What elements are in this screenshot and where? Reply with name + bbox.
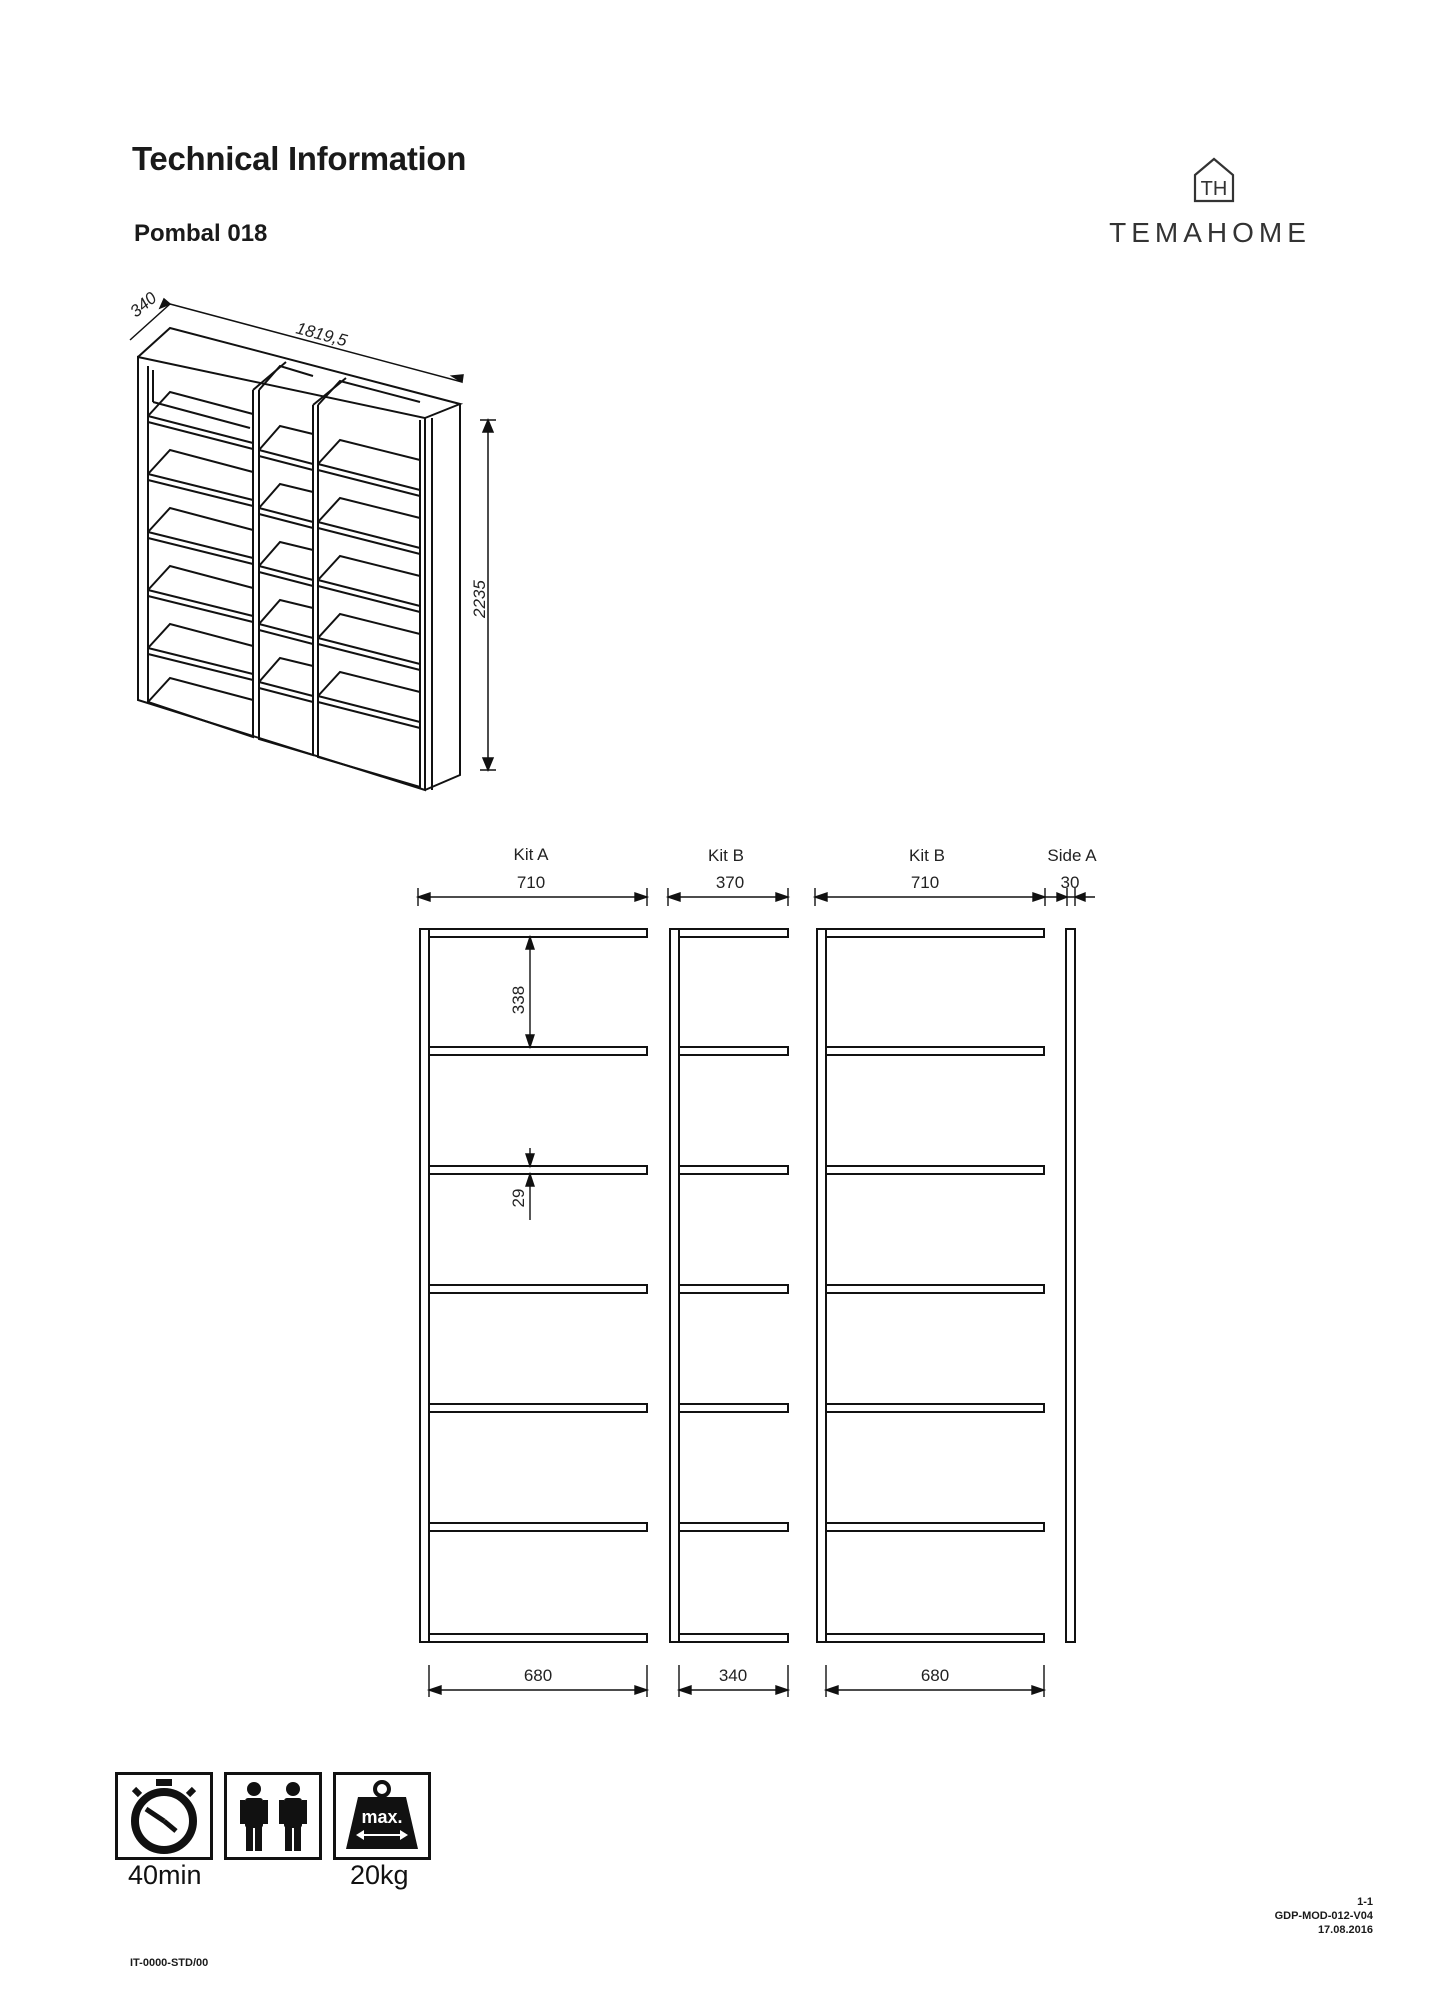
kit-label-b1: Kit B	[708, 846, 744, 865]
iso-depth-dim: 340	[126, 288, 161, 322]
kit-a-bottom-width: 680	[523, 1666, 553, 1685]
doc-code: IT-0000-STD/00	[130, 1957, 209, 1969]
kit-label-b2: Kit B	[909, 846, 945, 865]
kit-b2-top-width: 710	[910, 873, 940, 892]
side-a-drawing	[1066, 929, 1075, 1642]
kit-b1-bottom-width: 340	[718, 1666, 748, 1685]
stopwatch-icon	[118, 1775, 210, 1857]
kit-label-a: Kit A	[513, 845, 549, 864]
iso-width-dim: 1819,5	[293, 318, 350, 351]
shelf-spacing-dim	[526, 937, 534, 1220]
kit-b-wide-drawing	[817, 929, 1044, 1642]
kit-b1-top-width: 370	[715, 873, 745, 892]
side-a-width: 30	[1060, 873, 1080, 892]
iso-height-dim: 2235	[470, 580, 489, 618]
assembly-time-box	[115, 1772, 213, 1860]
page-title: Technical Information	[132, 140, 467, 177]
max-label: max.	[361, 1807, 403, 1827]
document-date: 17.08.2016	[1317, 1924, 1373, 1936]
form-code: GDP-MOD-012-V04	[1274, 1910, 1373, 1922]
footer-info	[1275, 1895, 1373, 1937]
two-persons-icon	[227, 1775, 319, 1857]
max-weight-box	[333, 1772, 431, 1860]
shelf-thickness-label: 29	[509, 1188, 528, 1208]
product-name: Pombal 018	[134, 220, 268, 247]
logo-mark-text: TH	[1200, 178, 1228, 200]
kit-label-side: Side A	[1047, 846, 1097, 865]
kit-b-narrow-drawing	[670, 929, 788, 1642]
max-weight-icon	[336, 1775, 428, 1857]
max-weight-caption: 20kg	[350, 1860, 409, 1890]
brand-name: TEMAHOME	[1109, 217, 1311, 248]
kit-a-top-width: 710	[516, 873, 546, 892]
assembly-time-caption: 40min	[128, 1860, 202, 1890]
shelf-spacing-label: 338	[509, 985, 528, 1015]
kit-b2-bottom-width: 680	[920, 1666, 950, 1685]
page-number: 1-1	[1357, 1896, 1373, 1908]
persons-box	[224, 1772, 322, 1860]
